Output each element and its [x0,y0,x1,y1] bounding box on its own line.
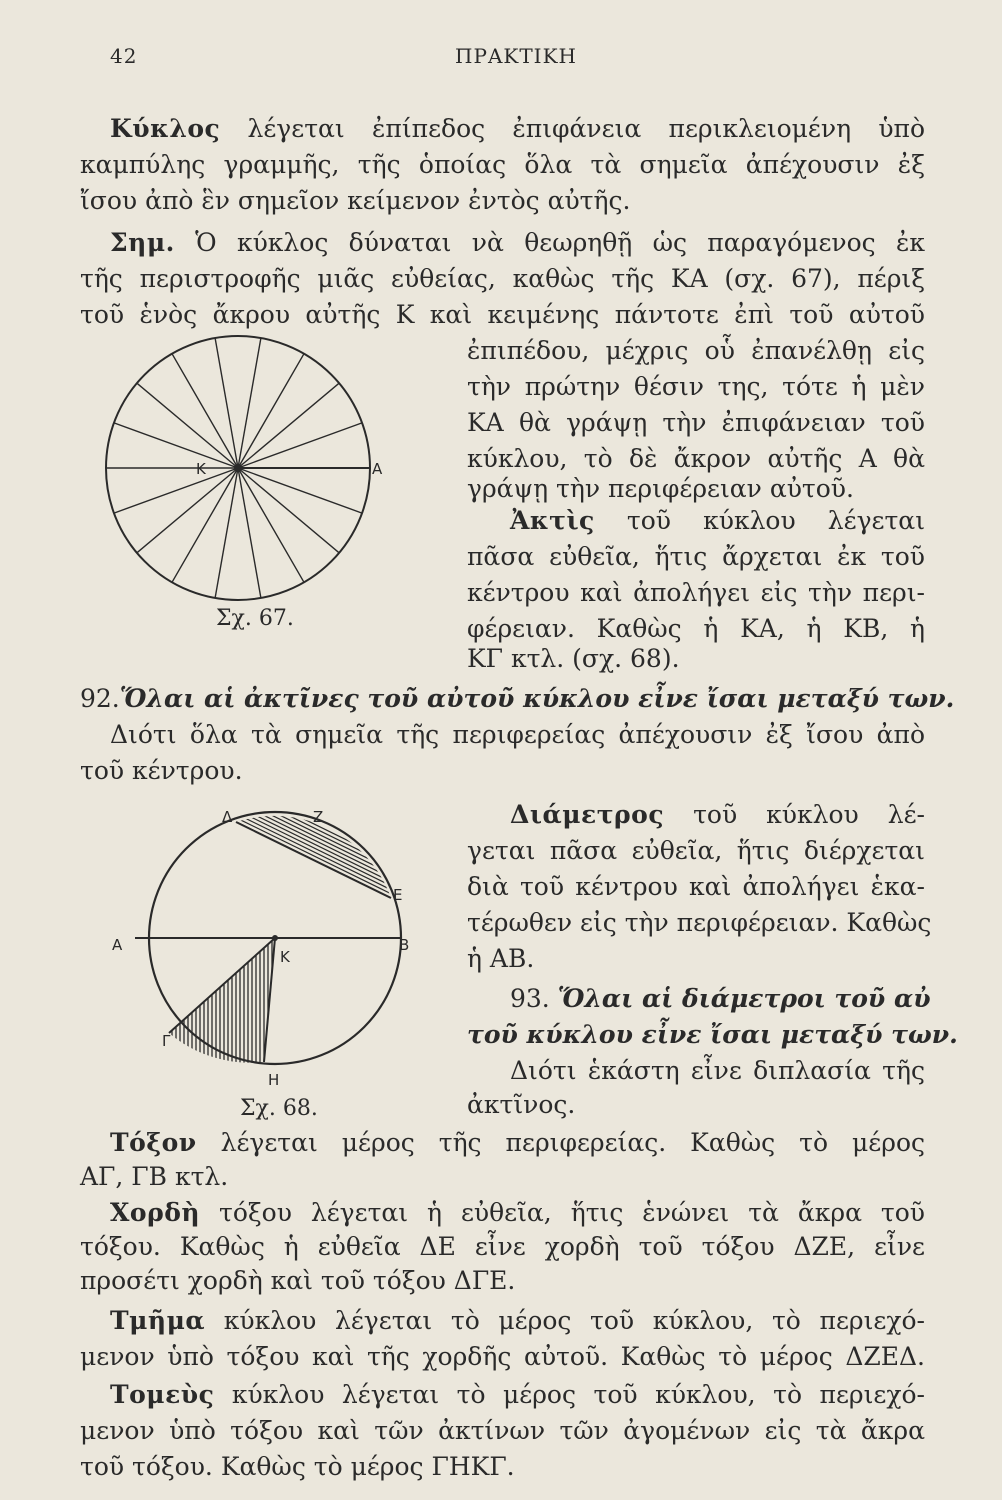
fig67-radius [238,423,362,468]
fig67-label-k: Κ [196,460,206,478]
hatch-line [200,936,420,1044]
p3-line-5: ΚΓ κτλ. (σχ. 68). [467,644,680,673]
p5-line-3: διὰ τοῦ κέντρου καὶ ἀπολήγει ἑκα- [467,872,925,901]
hatch-line [200,792,420,900]
prop-92 [80,682,954,716]
hatch-line [200,920,420,1028]
hatch-line [200,784,420,892]
p1-line-1: Κύκλος λέγεται ἐπίπεδος ἐπιφάνεια περικλειομένη ὑπὸ [110,114,925,143]
prop-93-number: 93. [510,984,550,1013]
hatch-line [200,836,420,944]
term-tmima: Τμῆμα [110,1306,206,1335]
p9-line-1: Τμῆμα κύκλου λέγεται τὸ μέρος τοῦ κύκλου, τὸ περιεχό- [110,1306,925,1335]
p6-line-2: ἀκτῖνος. [467,1090,576,1119]
term-simeiosis: Σημ. [110,228,175,257]
fig68-label-k: Κ [280,948,290,966]
fig68-sector-hatch [160,928,276,1078]
fig68-label-e: Ε [393,886,403,904]
hatch-line [200,892,420,1000]
fig67-center-point [234,464,242,472]
p5-line-5: ἡ ΑΒ. [467,944,535,973]
hatch-line [200,928,420,1036]
term-aktis: Ἀκτὶς [510,506,595,535]
fig68-label-a: Α [112,936,123,954]
p2-line-3: τοῦ ἑνὸς ἄκρου αὐτῆς Κ καὶ κειμένης πάντοτε ἐπὶ τοῦ αὐτοῦ [80,300,925,329]
fig68-center-point [272,935,278,941]
p2-line-2: τῆς περιστροφῆς μιᾶς εὐθείας, καθὼς τῆς ΚΑ (σχ. 67), πέριξ [80,264,925,293]
term-diametros: Διάμετρος [510,800,665,829]
fig68-radius-kg [169,938,275,1033]
p8-line-1: Χορδὴ τόξου λέγεται ἡ εὐθεῖα, ἥτις ἑνώνει τὰ ἄκρα τοῦ [110,1198,925,1227]
prop-92-statement: Ὅλαι αἱ ἀκτῖνες τοῦ αὐτοῦ κύκλου εἶνε ἴσαι μεταξύ των. [119,684,955,713]
hatch-line [200,812,420,920]
page-number: 42 [110,44,138,68]
hatch-line [200,872,420,980]
p2-line-4: ἐπιπέδου, μέχρις οὗ ἐπανέλθῃ εἰς [467,336,925,365]
hatch-line [200,948,420,1056]
fig67-radius [137,383,238,468]
fig67-radius [114,423,238,468]
term-tomeus: Τομεὺς [110,1380,215,1409]
fig68-chord-de [236,822,391,898]
fig68-label-d: Δ [222,808,233,826]
prop-93-line-1: 93. Ὅλαι αἱ διάμετροι τοῦ αὐ [510,984,931,1013]
hatch-line [200,900,420,1008]
figure-67 [102,332,383,607]
hatch-line [200,896,420,1004]
hatch-line [200,736,420,844]
figure-68 [100,808,430,1090]
prop-92-number: 92. [80,684,120,713]
term-chordi: Χορδὴ [110,1198,201,1227]
hatch-line [200,932,420,1040]
hatch-line [200,912,420,1020]
p4-line-1: Διότι ὅλα τὰ σημεῖα τῆς περιφερείας ἀπέχουσιν ἐξ ἴσου ἀπὸ [110,720,925,749]
fig67-radius [238,468,339,553]
fig68-caption: Σχ. 68. [240,1096,318,1121]
p8-line-3: προσέτι χορδὴ καὶ τοῦ τόξου ΔΓΕ. [80,1266,516,1295]
fig68-label-z: Ζ [313,808,324,826]
p3-line-3: κέντρου καὶ ἀπολήγει εἰς τὴν περι- [467,578,925,607]
p2-line-6: ΚΑ θὰ γράψῃ τὴν ἐπιφάνειαν τοῦ [467,408,925,437]
hatch-line [200,808,420,916]
p8-line-2: τόξου. Καθὼς ἡ εὐθεῖα ΔΕ εἶνε χορδὴ τοῦ τόξου ΔΖΕ, εἶνε [80,1232,925,1261]
fig68-label-h: Η [268,1071,280,1089]
fig67-radius [137,468,238,553]
fig68-label-g: Γ [162,1032,171,1050]
hatch-line [200,868,420,976]
p3-line-1: Ἀκτὶς τοῦ κύκλου λέγεται [510,506,925,535]
fig67-label-a: Α [372,460,383,478]
hatch-line [200,796,420,904]
p7-line-1: Τόξον λέγεται μέρος τῆς περιφερείας. Καθὼς τὸ μέρος [110,1128,925,1157]
term-kyklos: Κύκλος [110,114,221,143]
p2-line-7: κύκλου, τὸ δὲ ἄκρον αὐτῆς Α θὰ [467,444,925,473]
fig67-radius [238,383,339,468]
p7-line-2: ΑΓ, ΓΒ κτλ. [80,1162,229,1191]
fig67-caption: Σχ. 67. [216,606,294,631]
hatch-line [200,832,420,940]
hatch-line [200,780,420,888]
p2-line-8: γράψῃ τὴν περιφέρειαν αὐτοῦ. [467,474,854,503]
p10-line-1: Τομεὺς κύκλου λέγεται τὸ μέρος τοῦ κύκλου, τὸ περιεχό- [110,1380,925,1409]
fig67-radius [114,468,238,513]
p6-line-1: Διότι ἑκάστη εἶνε διπλασία τῆς [510,1056,925,1085]
hatch-line [200,956,420,1064]
p5-line-4: τέρωθεν εἰς τὴν περιφέρειαν. Καθὼς [467,908,932,937]
p3-line-4: φέρειαν. Καθὼς ἡ ΚΑ, ἡ ΚΒ, ἡ [467,614,925,643]
hatch-line [200,924,420,1032]
hatch-line [200,860,420,968]
page-header [110,44,922,78]
hatch-line [200,952,420,1060]
term-toxon: Τόξον [110,1128,197,1157]
hatch-line [200,820,420,928]
fig68-label-b: Β [399,936,410,954]
hatch-line [200,840,420,948]
p2-line-5: τὴν πρώτην θέσιν της, τότε ἡ μὲν [467,372,925,401]
p1-line-2: καμπύλης γραμμῆς, τῆς ὁποίας ὅλα τὰ σημεῖα ἀπέχουσιν ἐξ [80,150,925,179]
p3-line-2: πᾶσα εὐθεῖα, ἥτις ἄρχεται ἐκ τοῦ [467,542,925,571]
p5-line-2: γεται πᾶσα εὐθεῖα, ἥτις διέρχεται [467,836,925,865]
running-title: ΠΡΑΚΤΙΚΗ [455,44,577,68]
fig67-radius [238,468,362,513]
hatch-line [200,888,420,996]
hatch-line [200,856,420,964]
p2-line-1: Σημ. Ὁ κύκλος δύναται νὰ θεωρηθῇ ὡς παραγόμενος ἐκ [110,228,925,257]
fig68-radius-kh [264,938,275,1062]
hatch-line [200,908,420,1016]
hatch-line [200,772,420,880]
hatch-line [200,848,420,956]
p10-line-2: μενον ὑπὸ τόξου καὶ τῶν ἀκτίνων τῶν ἀγομένων εἰς τὰ ἄκρα [80,1416,925,1445]
hatch-line [200,852,420,960]
prop-93-line-2: τοῦ κύκλου εἶνε ἴσαι μεταξύ των. [467,1020,958,1049]
p5-line-1: Διάμετρος τοῦ κύκλου λέ- [510,800,925,829]
hatch-line [200,816,420,924]
fig67-radii [106,338,370,598]
p10-line-3: τοῦ τόξου. Καθὼς τὸ μέρος ΓΗΚΓ. [80,1452,515,1481]
hatch-line [200,776,420,884]
hatch-line [200,916,420,1024]
p1-line-3: ἴσου ἀπὸ ἓν σημεῖον κείμενον ἐντὸς αὐτῆς. [80,186,631,215]
p4-line-2: τοῦ κέντρου. [80,756,243,785]
hatch-line [200,844,420,952]
p9-line-2: μενον ὑπὸ τόξου καὶ τῆς χορδῆς αὐτοῦ. Καθὼς τὸ μέρος ΔΖΕΔ. [80,1342,925,1371]
